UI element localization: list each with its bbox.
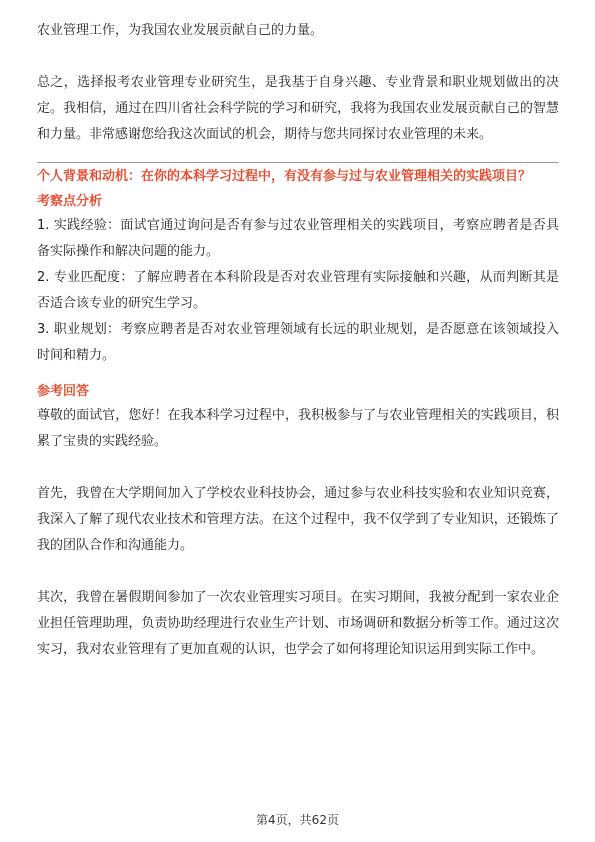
answer-paragraph: 其次，我曾在暑假期间参加了一次农业管理实习项目。在实习期间，我被分配到一家农业企业担任管理助理，负责协助经理进行农业生产计划、市场调研和数据分析等工作。通过这次实习，我对农业管理有了更加直观的认识，也学会了如何将理论知识运用到实际工作中。 — [37, 590, 559, 657]
intro-continuation: 农业管理工作，为我国农业发展贡献自己的力量。 — [37, 23, 324, 38]
document-page — [37, 18, 559, 663]
analysis-item: 1. 实践经验：面试官通过询问是否有参与过农业管理相关的实践项目，考察应聘者是否具备实际操作和解决问题的能力。 — [37, 218, 559, 259]
answer-paragraph: 尊敬的面试官，您好！在我本科学习过程中，我积极参与了与农业管理相关的实践项目，积累了宝贵的实践经验。 — [37, 408, 559, 449]
section-divider — [37, 162, 559, 163]
analysis-heading: 考察点分析 — [37, 194, 103, 209]
analysis-item: 2. 专业匹配度：了解应聘者在本科阶段是否对农业管理有实际接触和兴趣，从而判断其是否适合该专业的研究生学习。 — [37, 270, 559, 311]
interview-question: 个人背景和动机：在你的本科学习过程中，有没有参与过与农业管理相关的实践项目？ — [37, 169, 532, 184]
answer-paragraph: 首先，我曾在大学期间加入了学校农业科技协会，通过参与农业科技实验和农业知识竞赛，我深入了解了现代农业技术和管理方法。在这个过程中，我不仅学到了专业知识，还锻炼了我的团队合作和沟通能力。 — [37, 486, 559, 553]
answer-heading: 参考回答 — [37, 384, 90, 399]
page-number-footer: 第4页，共62页 — [256, 813, 339, 827]
conclusion-paragraph: 总之，选择报考农业管理专业研究生，是我基于自身兴趣、专业背景和职业规划做出的决定。我相信，通过在四川省社会科学院的学习和研究，我将为我国农业发展贡献自己的智慧和力量。非常感谢您给我这次面试的机会，期待与您共同探讨农业管理的未来。 — [37, 75, 559, 142]
analysis-item: 3. 职业规划：考察应聘者是否对农业管理领域有长远的职业规划，是否愿意在该领域投入时间和精力。 — [37, 322, 559, 363]
